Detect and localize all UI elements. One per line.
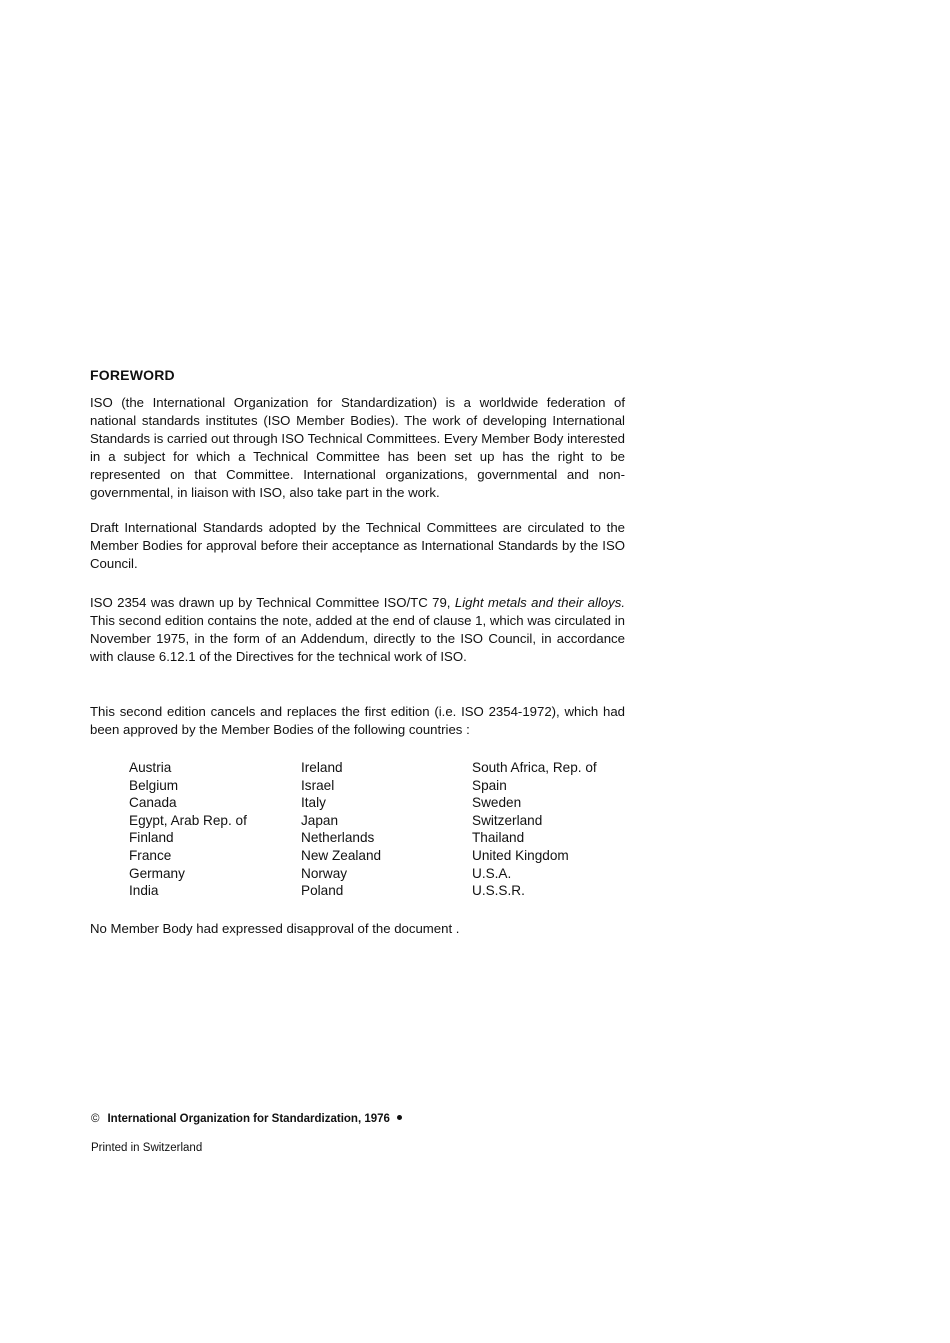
copyright-text: International Organization for Standardization, 1976 — [107, 1113, 390, 1125]
country-item: U.S.S.R. — [472, 883, 525, 899]
country-item: Finland — [129, 830, 174, 846]
country-item: Poland — [301, 883, 344, 899]
country-item: Belgium — [129, 777, 179, 793]
paragraph-3-text-end: This second edition contains the note, added at the end of clause 1, which was circulated in November 1975, in the form of an Addendum, directly to the ISO Council, in accordance with clause 6.12.1 of the Directives for the technical work of ISO. — [90, 613, 625, 664]
printed-in-line: Printed in Switzerland — [91, 1142, 203, 1154]
country-item: Thailand — [472, 830, 525, 846]
country-item: Ireland — [301, 760, 343, 775]
foreword-paragraph-3 — [90, 594, 625, 666]
country-item: India — [129, 883, 159, 899]
countries-column-3 — [472, 759, 597, 900]
countries-column-1 — [129, 759, 247, 900]
country-item: Spain — [472, 777, 507, 793]
foreword-paragraph-5: No Member Body had expressed disapproval of the document . — [90, 921, 460, 936]
foreword-paragraph-1: ISO (the International Organization for Standardization) is a worldwide federation of national standards institutes (ISO Member Bodies). The work of developing International Standards is carried out through ISO Technical Committees. Every Member Body interested in a subject for which a Technical Committee has been set up has the right to be represented on that Committee. International organizations, governmental and non-governmental, in liaison with ISO, also take part in the work. — [90, 395, 625, 500]
country-item: Sweden — [472, 795, 522, 811]
committee-title: Light metals and their alloys. — [454, 595, 625, 610]
country-item: Israel — [301, 777, 335, 793]
country-item: New Zealand — [301, 847, 382, 863]
foreword-heading: FOREWORD — [90, 367, 175, 383]
country-item: South Africa, Rep. of — [472, 760, 597, 775]
country-item: Austria — [129, 760, 172, 775]
paragraph-3-text-start: ISO 2354 was drawn up by Technical Committee ISO/TC 79, — [90, 595, 455, 610]
country-item: Germany — [129, 865, 185, 881]
country-item: Netherlands — [301, 830, 375, 846]
country-item: Japan — [301, 812, 339, 828]
country-item: Switzerland — [472, 812, 543, 828]
copyright-line — [91, 1113, 402, 1125]
foreword-paragraph-2: Draft International Standards adopted by the Technical Committees are circulated to the Member Bodies for approval before their acceptance as International Standards by the ISO Council. — [90, 520, 625, 571]
country-item: France — [129, 847, 172, 863]
country-item: Canada — [129, 795, 177, 811]
country-item: Egypt, Arab Rep. of — [129, 812, 247, 828]
country-item: United Kingdom — [472, 847, 569, 863]
countries-column-2 — [301, 759, 381, 900]
bullet-icon — [397, 1115, 402, 1120]
country-item: U.S.A. — [472, 865, 512, 881]
foreword-paragraph-4: This second edition cancels and replaces the first edition (i.e. ISO 2354-1972), which had been approved by the Member Bodies of the following countries : — [90, 704, 625, 737]
country-item: Italy — [301, 795, 326, 811]
country-item: Norway — [301, 865, 348, 881]
copyright-icon: © — [91, 1113, 100, 1125]
